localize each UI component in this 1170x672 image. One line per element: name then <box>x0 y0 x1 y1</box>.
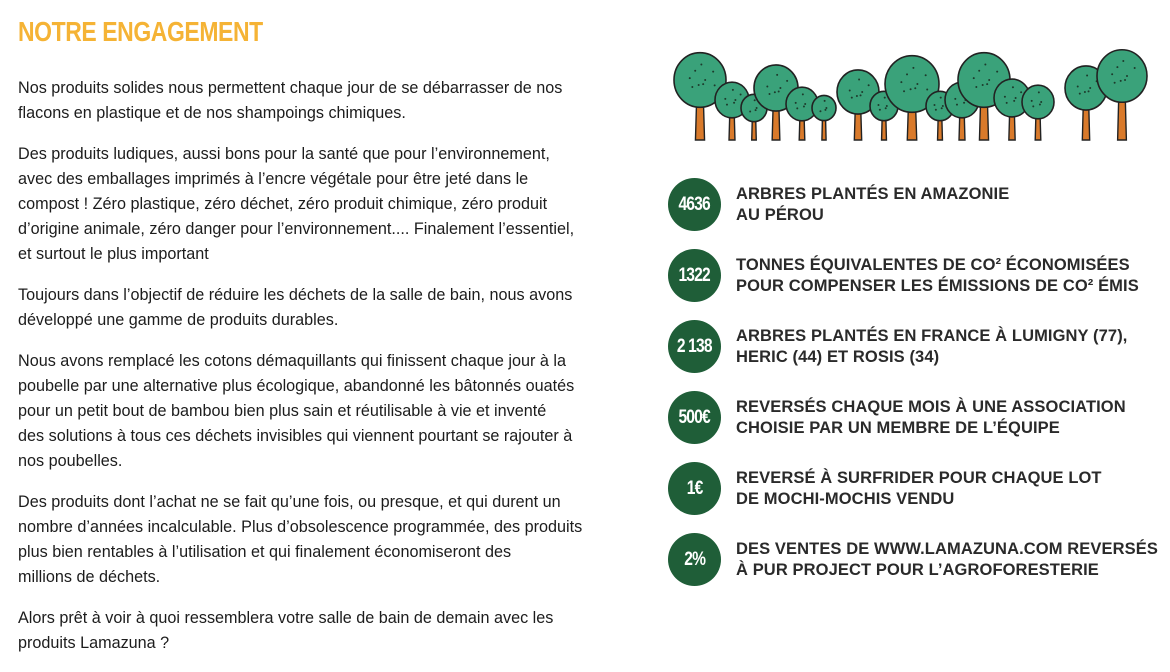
paragraph-line: et surtout le plus important <box>18 245 209 263</box>
tree-leaf-dot <box>740 94 742 96</box>
tree-leaf-dot <box>733 102 735 104</box>
tree-leaf-dot <box>804 103 806 105</box>
paragraph <box>18 349 598 474</box>
paragraph <box>18 606 598 656</box>
tree-leaf-dot <box>879 109 881 111</box>
tree-leaf-dot <box>1006 102 1008 104</box>
stat-badge <box>668 462 721 515</box>
paragraph-line: avec des emballages imprimés à l’encre végétale pour être jeté dans le <box>18 170 529 188</box>
tree-leaf-dot <box>877 104 879 106</box>
paragraph <box>18 76 598 126</box>
tree-leaf-dot <box>1084 91 1086 93</box>
tree-leaf-dot <box>1134 67 1136 69</box>
stat-item <box>668 320 1168 373</box>
paragraph-line: des solutions à tous ces déchets invisibles qui viennent pourtant se rajouter à <box>18 427 573 445</box>
tree-leaf-dot <box>698 84 700 86</box>
stat-description <box>736 539 1158 581</box>
tree-leaf-dot <box>885 107 887 109</box>
tree-leaf-dot <box>984 63 986 65</box>
tree-leaf-dot <box>886 105 888 107</box>
stat-description-line: POUR COMPENSER LES ÉMISSIONS DE CO² ÉMIS <box>736 276 1139 295</box>
tree-leaf-dot <box>1012 86 1014 88</box>
tree-leaf-dot <box>851 97 853 99</box>
stat-badge <box>668 533 721 586</box>
tree-leaf-dot <box>694 70 696 72</box>
stat-description <box>736 468 1102 510</box>
tree-leaf-dot <box>802 93 804 95</box>
tree-leaf-dot <box>689 77 691 79</box>
tree-leaf-dot <box>942 105 944 107</box>
paragraph-line: millions de déchets. <box>18 568 161 586</box>
tree-leaf-dot <box>1077 86 1079 88</box>
tree-leaf-dot <box>779 87 781 89</box>
stat-description-line: DE MOCHI-MOCHIS VENDU <box>736 489 955 508</box>
tree-leaf-dot <box>1089 87 1091 89</box>
tree-leaf-dot <box>755 109 757 111</box>
stat-description <box>736 397 1126 439</box>
tree-leaf-dot <box>1015 97 1017 99</box>
tree-leaf-dot <box>769 93 771 95</box>
tree-leaf-dot <box>795 102 797 104</box>
tree-leaf-dot <box>1116 66 1118 68</box>
tree-leaf-dot <box>849 90 851 92</box>
tree-leaf-dot <box>1013 100 1015 102</box>
tree-leaf-dot <box>825 107 827 109</box>
stats-list <box>668 178 1168 604</box>
tree-leaf-dot <box>1079 93 1081 95</box>
tree-leaf-dot <box>796 107 798 109</box>
stat-description <box>736 184 1009 226</box>
stat-badge <box>668 178 721 231</box>
stat-value: 1322 <box>678 264 711 286</box>
tree-leaf-dot <box>988 79 990 81</box>
tree-leaf-dot <box>1040 101 1042 103</box>
stat-description-line: HERIC (44) ET ROSIS (34) <box>736 347 940 366</box>
stat-description <box>736 326 1127 368</box>
tree-leaf-dot <box>786 80 788 82</box>
tree-leaf-dot <box>754 99 756 101</box>
tree-crown <box>812 95 836 120</box>
tree-leaf-dot <box>1088 90 1090 92</box>
tree-leaf-dot <box>749 111 751 113</box>
tree-leaf-dot <box>903 90 905 92</box>
tree-leaf-dot <box>774 91 776 93</box>
stat-description-line: CHOISIE PAR UN MEMBRE DE L’ÉQUIPE <box>736 418 1060 437</box>
tree-leaf-dot <box>724 98 726 100</box>
tree-leaf-dot <box>914 87 916 89</box>
stat-value: 500€ <box>678 406 711 428</box>
paragraph-line: Nos produits solides nous permettent chaque jour de se débarrasser de nos <box>18 79 563 97</box>
tree-leaf-dot <box>912 67 914 69</box>
stat-description-line: DES VENTES DE WWW.LAMAZUNA.COM REVERSÉS <box>736 539 1158 558</box>
tree-leaf-dot <box>868 84 870 86</box>
tree-leaf-dot <box>910 88 912 90</box>
tree-leaf-dot <box>1004 96 1006 98</box>
paragraph <box>18 142 598 267</box>
engagement-section <box>18 14 598 672</box>
tree-leaf-dot <box>819 110 821 112</box>
tree-leaf-dot <box>1120 80 1122 82</box>
page-title: NOTRE ENGAGEMENT <box>18 16 263 47</box>
tree-leaf-dot <box>712 71 714 73</box>
trees-illustration-icon <box>672 48 1152 144</box>
tree-leaf-dot <box>778 90 780 92</box>
paragraph-line: flacons en plastique et de nos shampoings chimiques. <box>18 104 406 122</box>
paragraph-line: produits Lamazuna ? <box>18 634 170 652</box>
paragraph-line: Des produits ludiques, aussi bons pour la santé que pour l’environnement, <box>18 145 550 163</box>
tree-leaf-dot <box>1032 105 1034 107</box>
tree-leaf-dot <box>1122 60 1124 62</box>
paragraph-line: pour un petit bout de bambou bien plus sain et réutilisable à vie et inventé <box>18 402 547 420</box>
tree-leaf-dot <box>824 100 826 102</box>
tree-leaf-dot <box>704 79 706 81</box>
tree-leaf-dot <box>824 109 826 111</box>
tree-leaf-dot <box>861 91 863 93</box>
stat-description-line: REVERSÉS CHAQUE MOIS À UNE ASSOCIATION <box>736 397 1126 416</box>
tree-leaf-dot <box>956 104 958 106</box>
tree-leaf-dot <box>732 89 734 91</box>
tree-leaf-dot <box>776 74 778 76</box>
tree-leaf-dot <box>1126 75 1128 77</box>
paragraph-list <box>18 76 598 656</box>
stat-badge <box>668 249 721 302</box>
tree-leaf-dot <box>900 81 902 83</box>
stat-badge <box>668 320 721 373</box>
paragraph-line: Nous avons remplacé les cotons démaquillants qui finissent chaque jour à la <box>18 352 566 370</box>
tree-leaf-dot <box>860 94 862 96</box>
paragraph-line: Alors prêt à voir à quoi ressemblera votre salle de bain de demain avec les <box>18 609 554 627</box>
paragraph-line: plus bien rentables à l’utilisation et qui finalement économiseront des <box>18 543 512 561</box>
tree-leaf-dot <box>986 83 988 85</box>
stat-item <box>668 178 1168 231</box>
paragraph-line: d’origine animale, zéro danger pour l’environnement.... Finalement l’essentiel, <box>18 220 575 238</box>
paragraph-line: Toujours dans l’objectif de réduire les déchets de la salle de bain, nous avons <box>18 286 573 304</box>
tree-leaf-dot <box>1031 100 1033 102</box>
tree-leaf-dot <box>940 97 942 99</box>
tree-leaf-dot <box>856 95 858 97</box>
stat-value: 1€ <box>686 477 703 499</box>
tree-leaf-dot <box>734 99 736 101</box>
tree-leaf-dot <box>975 86 977 88</box>
tree-leaf-dot <box>906 73 908 75</box>
tree-leaf-dot <box>925 74 927 76</box>
tree-leaf-dot <box>803 106 805 108</box>
tree-leaf-dot <box>858 78 860 80</box>
stat-description-line: AU PÉROU <box>736 205 824 224</box>
tree-leaf-dot <box>702 83 704 85</box>
tree-leaf-dot <box>1114 82 1116 84</box>
paragraph-line: nombre d’années incalculable. Plus d’obsolescence programmée, des produits <box>18 518 583 536</box>
tree-leaf-dot <box>973 77 975 79</box>
paragraph-line: compost ! Zéro plastique, zéro déchet, zéro produit chimique, zéro produit <box>18 195 548 213</box>
tree-leaf-dot <box>700 63 702 65</box>
stat-value: 2 138 <box>677 335 712 357</box>
tree-leaf-dot <box>982 84 984 86</box>
tree-leaf-dot <box>756 107 758 109</box>
tree-leaf-dot <box>1124 79 1126 81</box>
tree-leaf-dot <box>1020 91 1022 93</box>
tree-leaf-dot <box>916 83 918 85</box>
tree-leaf-dot <box>926 89 928 91</box>
stat-item <box>668 462 1168 515</box>
tree-leaf-dot <box>954 98 956 100</box>
tree-leaf-dot <box>978 70 980 72</box>
stat-description-line: ARBRES PLANTÉS EN FRANCE À LUMIGNY (77), <box>736 326 1128 345</box>
tree-leaf-dot <box>726 104 728 106</box>
paragraph-line: nos poubelles. <box>18 452 123 470</box>
stat-item <box>668 533 1168 586</box>
tree-leaf-dot <box>1038 91 1040 93</box>
tree-leaf-dot <box>933 104 935 106</box>
paragraph <box>18 490 598 590</box>
stat-description-line: REVERSÉ À SURFRIDER POUR CHAQUE LOT <box>736 468 1102 487</box>
tree-leaf-dot <box>884 97 886 99</box>
paragraph-line: poubelle par une alternative plus écologique, abandonné les bâtonnés ouatés <box>18 377 575 395</box>
tree-leaf-dot <box>691 86 693 88</box>
stat-item <box>668 391 1168 444</box>
stat-description-line: TONNES ÉQUIVALENTES DE CO² ÉCONOMISÉES <box>736 255 1130 274</box>
stat-description-line: À PUR PROJECT POUR L’AGROFORESTERIE <box>736 560 1099 579</box>
tree-leaf-dot <box>1111 73 1113 75</box>
tree-leaf-dot <box>1086 74 1088 76</box>
tree-leaf-dot <box>766 85 768 87</box>
tree-leaf-dot <box>996 71 998 73</box>
tree-leaf-dot <box>714 84 716 86</box>
stat-description <box>736 255 1139 297</box>
tree-leaf-dot <box>935 109 937 111</box>
stat-value: 4636 <box>678 193 711 215</box>
stat-badge <box>668 391 721 444</box>
stat-description-line: ARBRES PLANTÉS EN AMAZONIE <box>736 184 1010 203</box>
paragraph-line: développé une gamme de produits durables. <box>18 311 339 329</box>
stat-item <box>668 249 1168 302</box>
tree-leaf-dot <box>963 102 965 104</box>
tree-leaf-dot <box>1039 104 1041 106</box>
paragraph <box>18 283 598 333</box>
tree-crown <box>1022 85 1054 119</box>
tree-crown <box>1097 50 1147 103</box>
tree-leaf-dot <box>941 107 943 109</box>
stat-value: 2% <box>684 548 705 570</box>
paragraph-line: Des produits dont l’achat ne se fait qu’une fois, ou presque, et qui durent un <box>18 493 561 511</box>
